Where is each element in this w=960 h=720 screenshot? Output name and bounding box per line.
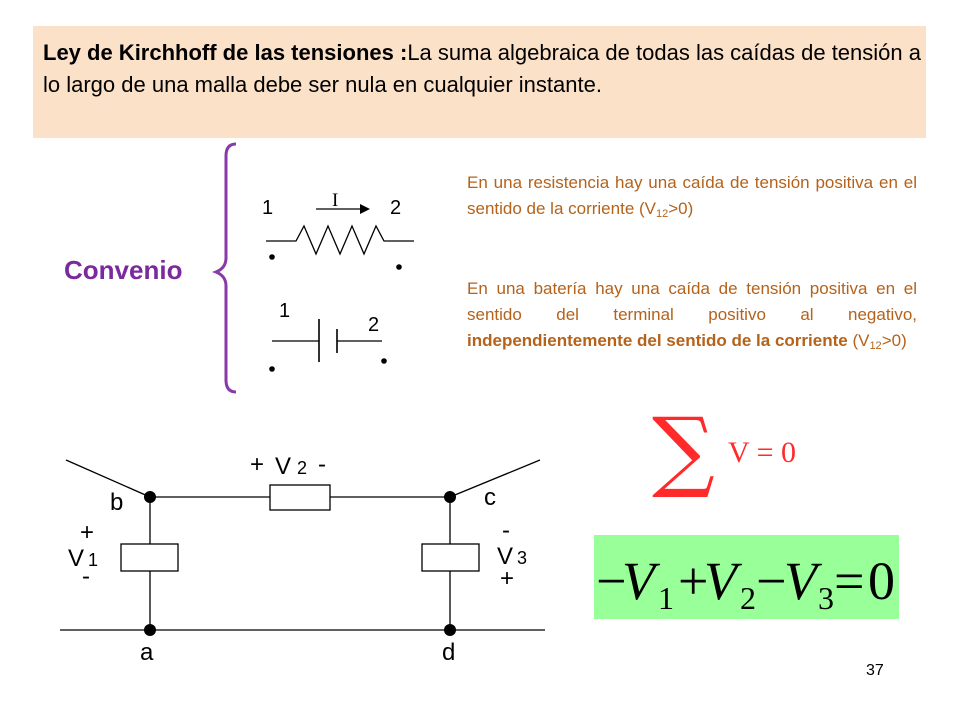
node-a-dot (144, 624, 156, 636)
kvl-formula (594, 535, 899, 619)
node-b-label: b (110, 489, 124, 516)
kvl-formula-box (594, 535, 899, 619)
battery-node1-label: 1 (279, 300, 291, 322)
battery-node2-dot (381, 358, 387, 364)
note-battery (467, 276, 917, 354)
resistor-node2-dot (396, 264, 402, 270)
kvl-t3-sign: − (756, 551, 787, 611)
v3-sub: 3 (517, 548, 528, 568)
node-d-dot (444, 624, 456, 636)
v2-sub: 2 (297, 458, 308, 478)
note-resistor (467, 170, 917, 222)
v2-plus: + (250, 451, 265, 478)
v1-sub: 1 (88, 550, 99, 570)
node-d-label: d (442, 639, 456, 666)
note2-end: >0) (881, 331, 907, 350)
current-label: I (332, 190, 339, 211)
resistor-node1-label: 1 (262, 197, 274, 219)
title-rest: La suma algebraica de todas las caídas de tensión a lo largo de una malla debe ser nula en cualquier instante. (43, 40, 921, 97)
brace-shape (216, 144, 236, 392)
resistor-zigzag (266, 226, 414, 254)
v2-minus: - (318, 451, 326, 478)
v2-label: V (275, 453, 292, 480)
note2-sub: 12 (869, 340, 882, 352)
kvl-equals: = (834, 551, 865, 611)
note1-end: >0) (668, 199, 694, 218)
kvl-rhs: 0 (868, 551, 895, 611)
node-c-label: c (484, 484, 496, 511)
v1-plus: + (80, 519, 95, 546)
convention-diagram (200, 140, 460, 400)
sum-expression: V = 0 (728, 436, 797, 469)
title-bold: Ley de Kirchhoff de las tensiones : (43, 40, 408, 65)
kvl-t1-sub: 1 (658, 580, 674, 616)
v3-plus: + (500, 565, 515, 592)
node-b-dot (144, 491, 156, 503)
element-v3 (422, 544, 479, 571)
v1-label: V (68, 545, 85, 572)
battery-node1-dot (269, 366, 275, 372)
kvl-t2-sign: + (678, 551, 709, 611)
node-c-dot (444, 491, 456, 503)
lead-b (66, 460, 150, 497)
battery-node2-label: 2 (368, 314, 380, 336)
v3-label: V (497, 543, 514, 570)
note2-bold: independientemente del sentido de la corriente (467, 331, 848, 350)
note2-pre-sub: (V (852, 331, 870, 350)
v3-minus: - (502, 517, 510, 544)
note1-sub: 12 (656, 208, 669, 220)
sum-formula (648, 400, 858, 500)
v1-minus: - (82, 563, 90, 590)
convenio-label: Convenio (64, 255, 183, 285)
page-number: 37 (866, 662, 884, 679)
note1-text: En una resistencia hay una caída de tensión positiva en el sentido de la corriente (V (467, 173, 917, 218)
kvl-t1-var: V (622, 551, 655, 611)
kvl-t2-var: V (704, 551, 737, 611)
note2-text: En una batería hay una caída de tensión positiva en el sentido del terminal positivo al negativo, (467, 279, 917, 324)
kvl-t2-sub: 2 (740, 580, 756, 616)
kvl-t3-sub: 3 (818, 580, 834, 616)
circuit-diagram (60, 440, 560, 670)
resistor-node1-dot (269, 254, 275, 260)
sum-symbol: ∑ (652, 400, 715, 500)
element-v2 (270, 485, 330, 510)
title-box (33, 26, 926, 138)
kvl-t1-sign: − (596, 551, 627, 611)
node-a-label: a (140, 639, 154, 666)
current-arrow-head (360, 204, 370, 214)
resistor-node2-label: 2 (390, 197, 402, 219)
kvl-t3-var: V (784, 551, 817, 611)
element-v1 (121, 544, 178, 571)
